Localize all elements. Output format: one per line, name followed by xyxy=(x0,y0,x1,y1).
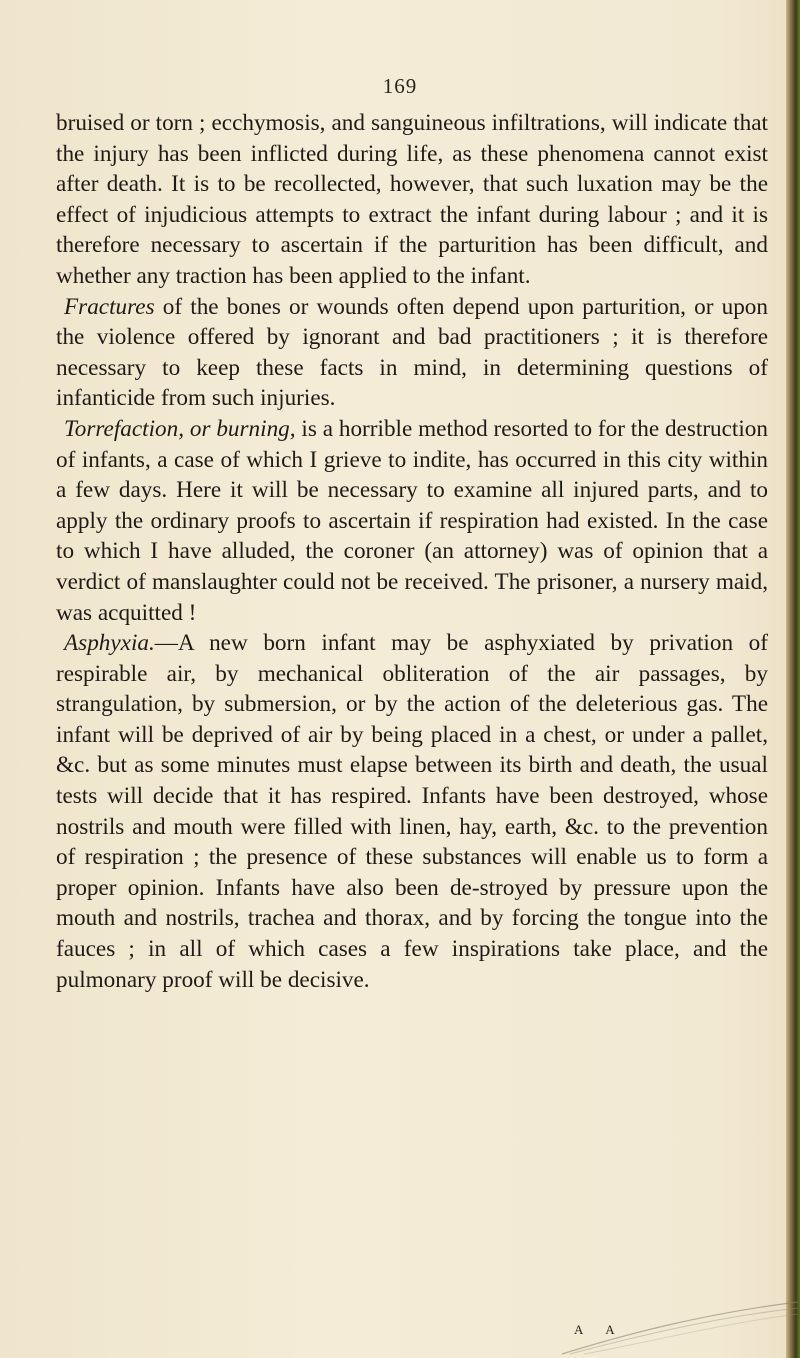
paragraph-1 xyxy=(56,108,768,292)
term-asphyxia: Asphyxia. xyxy=(64,630,155,657)
paragraph-1-text: bruised or torn ; ecchymosis, and sanguineous infiltrations, will indicate that the injury has been inflicted during life, as these phenomena cannot exist after death. It is to be recollected, however, that such luxation may be the effect of injudicious attempts to extract the infant during labour ; and it is therefore necessary to ascertain if the parturition has been difficult, and whether any traction has been applied to the infant. xyxy=(56,110,768,289)
page-edge xyxy=(786,0,800,1358)
page-number: 169 xyxy=(382,74,418,98)
body-text xyxy=(56,108,768,995)
paragraph-asphyxia xyxy=(56,628,768,995)
paragraph-asphyxia-text: —A new born infant may be asphyxiated by privation of respirable air, by mechanical obliteration of the air passages, by strangulation, by submersion, or by the action of the deleterious gas. The infant will be deprived of air by being placed in a chest, or under a pallet, &c. but as some minutes must elapse between its birth and death, the usual tests will decide that it has respired. Infants have been destroyed, whose nostrils and mouth were filled with linen, hay, earth, &c. to the prevention of respiration ; the presence of these substances will enable us to form a proper opinion. Infants have also been de-stroyed by pressure upon the mouth and nostrils, trachea and thorax, and by forcing the tongue into the fauces ; in all of which cases a few inspirations take place, and the pulmonary proof will be decisive. xyxy=(56,630,768,993)
paragraph-fractures-text: of the bones or wounds often depend upon parturition, or upon the violence offered by ignorant and bad practitioners ; it is therefore necessary to keep these facts in mind, in determining questions of infanticide from such injuries. xyxy=(56,293,768,412)
pencil-stroke xyxy=(560,1296,800,1356)
term-fractures: Fractures xyxy=(64,293,155,320)
term-torrefaction: Torrefaction, or burning, xyxy=(64,415,296,442)
paragraph-fractures xyxy=(56,292,768,414)
signature-mark: A A xyxy=(574,1322,625,1337)
paragraph-torrefaction xyxy=(56,414,768,628)
paragraph-torrefaction-text: is a horrible method resorted to for the destruction of infants, a case of which I grieve to indite, has occurred in this city within a few days. Here it will be necessary to examine all injured parts, and to apply the ordinary proofs to ascertain if respiration had existed. In the case to which I have alluded, the coroner (an attorney) was of opinion that a verdict of manslaughter could not be received. The prisoner, a nursery maid, was acquitted ! xyxy=(56,415,768,626)
